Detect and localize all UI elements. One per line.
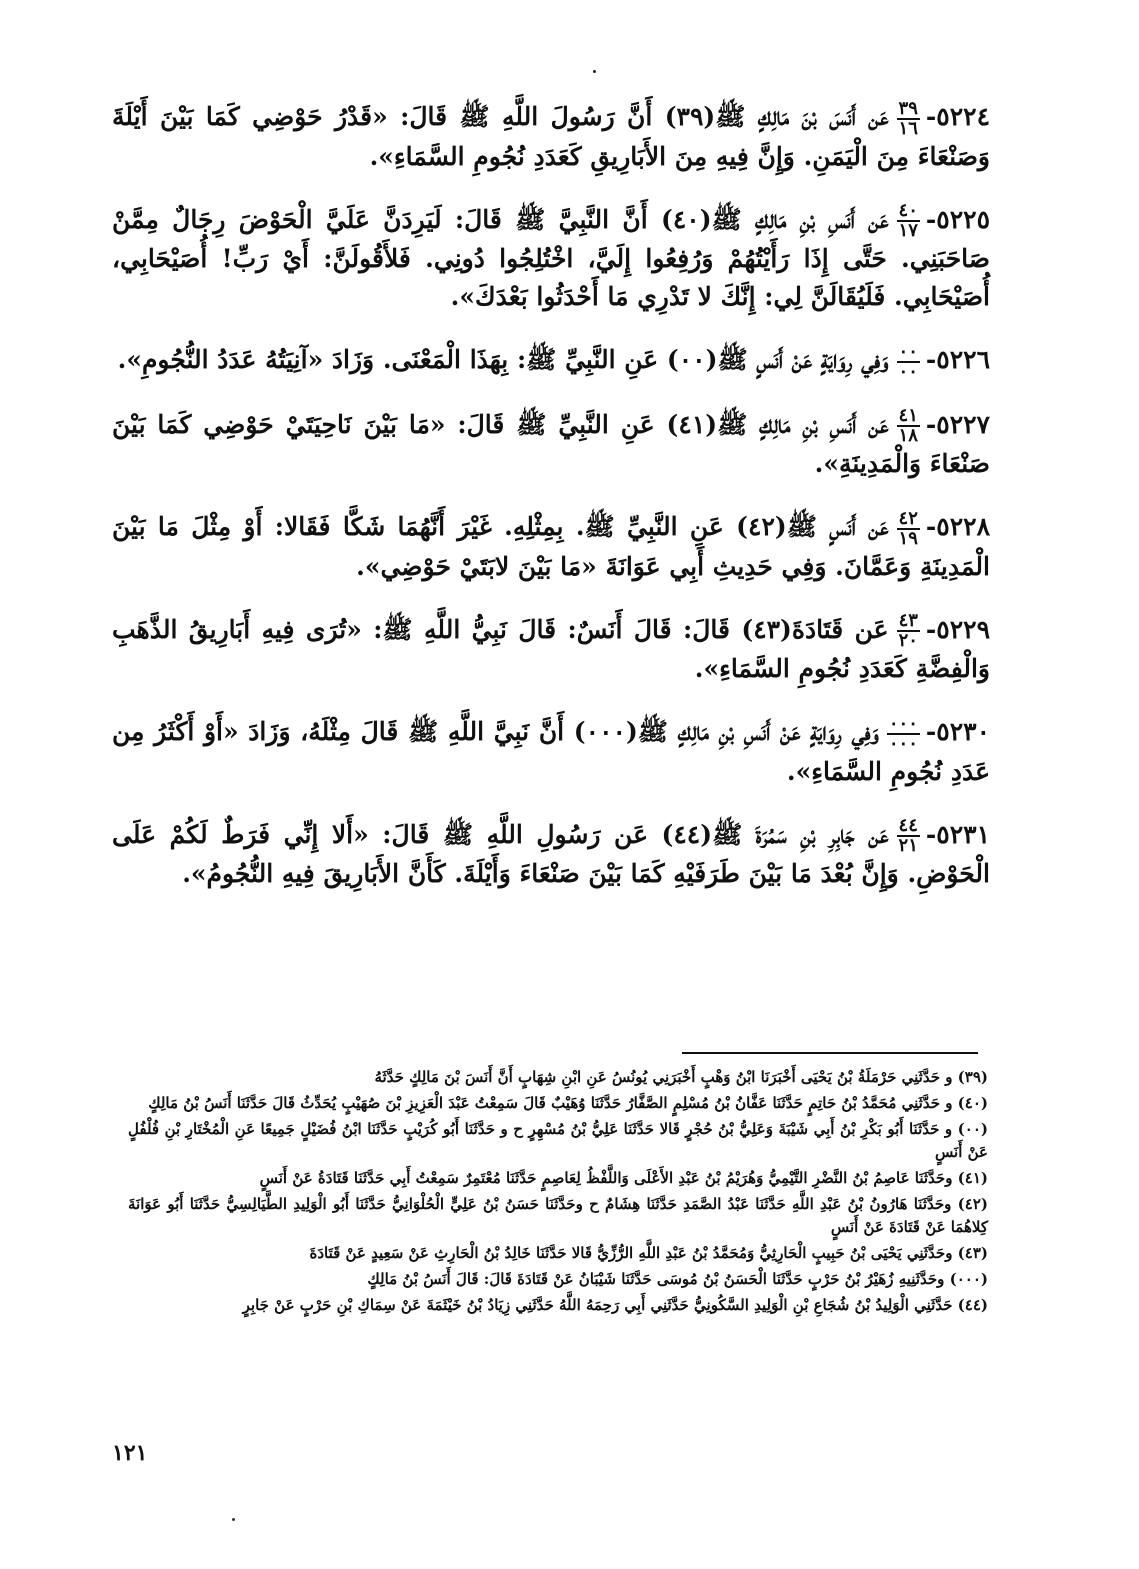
fraction-top: ٤٣ — [898, 610, 918, 631]
hadith-text: وَفِي رِوَايَةٍ عَنْ أَنَسِ بْنِ مَالِكٍ ﷺ(٠٠٠) أَنَّ نَبِيَّ اللَّهِ ﷺ قَالَ مِثْلَهُ، وَزَادَ «أَوْ أَكْثَرُ مِن عَدَدِ نُجُومِ السَّمَاءِ». — [112, 717, 990, 786]
hadith-text: عَن أَنَسَ بْنَ مَالِكٍ ﷺ(٣٩) أَنَّ رَسُولَ اللَّهِ ﷺ قَالَ: «قَدْرُ حَوْضِي كَمَا بَيْنَ أَيْلَةَ وَصَنْعَاءَ مِنَ الْيَمَنِ. وَإِنَّ فِيهِ مِنَ الأَبَارِيقِ كَعَدَدِ نُجُومِ السَّمَاءِ». — [112, 102, 990, 171]
fraction-bottom: ٢١ — [898, 835, 918, 856]
hadith-fraction — [897, 202, 920, 240]
fraction-bottom: ١٩ — [898, 527, 918, 549]
hadith-fraction — [897, 407, 920, 445]
hadith-text: عَن أَنَسِ بْنِ مَالِكٍ ﷺ(٤٠) أَنَّ النَّبِيَّ ﷺ قَالَ: لَيَرِدَنَّ عَلَيَّ الْحَوْضَ رِجَالٌ مِمَّنْ صَاحَبَنِي. حَتَّى إِذَا رَأَيْتُهُمْ وَرُفِعُوا إِلَيَّ، اخْتُلِجُوا دُونِي. فَلأَقُولَنَّ: أَيْ رَبِّ! أُصَيْحَابِي، أُصَيْحَابِي. فَلَيُقَالَنَّ لِي: إِنَّكَ لا تَدْرِي مَا أَحْدَثُوا بَعْدَكَ». — [112, 204, 990, 311]
footnote-40: (٤٠) و حَدَّثَنِي مُحَمَّدُ بْنُ حَاتِمٍ حَدَّثَنَا عَفَّانُ بْنُ مُسْلِمٍ الصَّفَّارُ حَدَّثَنَا وُهَيْبٌ قَالَ سَمِعْتُ عَبْدَ الْعَزِيزِ بْنَ صُهَيْبٍ يُحَدِّثُ قَالَ حَدَّثَنَا أَنَسُ بْنُ مَالِكٍ — [148, 1094, 988, 1112]
hadith-fraction — [897, 507, 920, 549]
hadith-number: ٥٢٢٧- — [925, 409, 990, 439]
hadith-text: عَن قَتَادَةَ(٤٣) قَالَ: قَالَ أَنَسٌ: قَالَ نَبِيُّ اللَّهِ ﷺ: «تُرَى فِيهِ أَبَارِيقُ الذَّهَبِ وَالْفِضَّةِ كَعَدَدِ نُجُومِ السَّمَاءِ». — [112, 614, 990, 683]
fraction-top: ٤٠ — [898, 200, 918, 221]
hadith-fraction — [897, 97, 920, 139]
fraction-bottom: ٠٠٠ — [888, 732, 918, 754]
footnote-44: (٤٤) حَدَّثَنِي الْوَلِيدُ بْنُ شُجَاعِ بْنِ الْوَلِيدِ السَّكُونِيُّ حَدَّثَنِي أَبِي رَحِمَهُ اللَّهُ حَدَّثَنِي زِيَادُ بْنُ خَيْثَمَةَ عَنْ سِمَاكِ بْنِ حَرْبٍ عَنْ جَابِرٍ — [242, 1296, 988, 1314]
hadith-number: ٥٢٣١- — [925, 819, 990, 849]
hadith-5231 — [112, 816, 990, 894]
footnote-39: (٣٩) و حَدَّثَنِي حَرْمَلَةُ بْنُ يَحْيَى أَخْبَرَنَا ابْنُ وَهْبٍ أَخْبَرَنِي يُونُسُ عَنِ ابْنِ شِهَابٍ أَنَّ أَنَسَ بْنَ مَالِكٍ حَدَّثَهُ — [374, 1068, 988, 1086]
footnote-41: (٤١) وحَدَّثَنَا عَاصِمُ بْنُ النَّضْرِ التَّيْمِيُّ وَهُرَيْمُ بْنُ عَبْدِ الأَعْلَى وَاللَّفْظُ لِعَاصِمٍ حَدَّثَنَا مُعْتَمِرٌ سَمِعْتُ أَبِي حَدَّثَنَا قَتَادَةُ عَنْ أَنَسٍ — [259, 1169, 988, 1187]
fraction-top: ٣٩ — [898, 97, 918, 119]
footnote-43: (٤٣) وحَدَّثَنِي يَحْيَى بْنُ حَبِيبٍ الْحَارِثِيُّ وَمُحَمَّدُ بْنُ عَبْدِ اللَّهِ الرُّزِّيُّ قَالا حَدَّثَنَا خَالِدُ بْنُ الْحَارِثِ عَنْ سَعِيدٍ عَنْ قَتَادَةَ — [309, 1244, 988, 1262]
hadith-text: عَن أَنَسٍ ﷺ(٤٢) عَنِ النَّبِيِّ ﷺ. بِمِثْلِهِ. غَيْرَ أَنَّهُمَا شَكَّا فَقَالا: أَوْ مِثْلَ مَا بَيْنَ الْمَدِينَةِ وَعَمَّانَ. وَفِي حَدِيثِ أَبِي عَوَانَةَ «مَا بَيْنَ لابَتَيْ حَوْضِي». — [112, 512, 990, 581]
hadith-5226 — [112, 341, 990, 381]
fraction-bottom: ١٧ — [898, 220, 918, 241]
fraction-top: ٠٠ — [898, 340, 918, 362]
fraction-top: ٤١ — [898, 405, 918, 426]
hadith-text: عَن أَنَسِ بْنِ مَالِكٍ ﷺ(٤١) عَنِ النَّبِيِّ ﷺ قَالَ: «مَا بَيْنَ نَاحِيَتَيْ حَوْضِي كَمَا بَيْنَ صَنْعَاءَ وَالْمَدِينَةِ». — [112, 409, 990, 478]
footnote-42: (٤٢) وحَدَّثَنَا هَارُونُ بْنُ عَبْدِ اللَّهِ حَدَّثَنَا عَبْدُ الصَّمَدِ حَدَّثَنَا هِشَامٌ ح وحَدَّثَنَا حَسَنُ بْنُ عَلِيٍّ الْحُلْوَانِيُّ حَدَّثَنَا أَبُو الْوَلِيدِ الطَّيَالِسِيُّ حَدَّثَنَا أَبُو عَوَانَةَ كِلاهُمَا عَنْ قَتَادَةَ عَنْ أَنَسٍ — [128, 1195, 988, 1236]
hadith-fraction — [887, 712, 920, 754]
fraction-bottom: ١٦ — [898, 117, 918, 139]
fraction-bottom: ١٨ — [898, 425, 918, 446]
hadith-number: ٥٢٢٨- — [925, 512, 990, 541]
hadith-5230 — [112, 713, 990, 791]
footnote-000: (٠٠٠) وحَدَّثَنِيهِ زُهَيْرُ بْنُ حَرْبٍ حَدَّثَنَا الْحَسَنُ بْنُ مُوسَى حَدَّثَنَا شَيْبَانُ عَنْ قَتَادَةَ قَالَ: قَالَ أَنَسُ بْنُ مَالِكٍ — [367, 1270, 988, 1288]
hadith-5225 — [112, 201, 990, 317]
footnote-00: (٠٠) و حَدَّثَنَا أَبُو بَكْرِ بْنُ أَبِي شَيْبَةَ وَعَلِيُّ بْنُ حُجْرٍ قَالا حَدَّثَنَا عَلِيُّ بْنُ مُسْهِرٍ ح و حَدَّثَنَا أَبُو كُرَيْبٍ حَدَّثَنَا ابْنُ فُضَيْلٍ جَمِيعًا عَنِ الْمُخْتَارِ بْنِ فُلْفُلٍ عَنْ أَنَسٍ — [128, 1120, 988, 1161]
hadith-5227 — [112, 406, 990, 484]
fraction-top: ٤٢ — [898, 507, 918, 529]
hadith-5228 — [112, 508, 990, 586]
fraction-top: ٠٠٠ — [888, 712, 918, 734]
scan-speck-bottom — [232, 1518, 235, 1521]
scan-speck — [593, 70, 596, 73]
hadith-5229 — [112, 611, 990, 689]
hadith-text: وَفِي رِوَايَةٍ عَنْ أَنَسٍ ﷺ(٠٠) عَنِ النَّبِيِّ ﷺ: بِهَذَا الْمَعْنَى. وَزَادَ «آنِيَتُهُ عَدَدُ النُّجُومِ». — [117, 345, 889, 374]
hadith-number: ٥٢٢٤- — [925, 102, 990, 131]
hadith-fraction — [897, 612, 920, 650]
fraction-top: ٤٤ — [898, 815, 918, 836]
hadith-number: ٥٢٢٥- — [925, 204, 990, 234]
hadith-number: ٥٢٢٩- — [925, 614, 991, 644]
fraction-bottom: ٠٠ — [898, 360, 918, 382]
footnotes — [128, 1066, 988, 1320]
fraction-bottom: ٢٠ — [898, 630, 918, 651]
page-number: ١٢١ — [112, 1440, 148, 1466]
hadith-number: ٥٢٣٠- — [925, 717, 990, 746]
hadith-number: ٥٢٢٦- — [925, 345, 990, 374]
footnote-divider — [682, 1052, 978, 1054]
hadith-5224 — [112, 98, 990, 176]
hadith-fraction — [897, 817, 920, 855]
main-text — [112, 98, 990, 918]
hadith-fraction — [897, 340, 920, 382]
hadith-text: عَن جَابِرِ بْنِ سَمُرَةَ ﷺ(٤٤) عَن رَسُولِ اللَّهِ ﷺ قَالَ: «أَلا إِنِّي فَرَطٌ لَكُمْ عَلَى الْحَوْضِ. وَإِنَّ بُعْدَ مَا بَيْنَ طَرَفَيْهِ كَمَا بَيْنَ صَنْعَاءَ وَأَيْلَةَ. كَأَنَّ الأَبَارِيقَ فِيهِ النُّجُومُ». — [112, 819, 990, 888]
